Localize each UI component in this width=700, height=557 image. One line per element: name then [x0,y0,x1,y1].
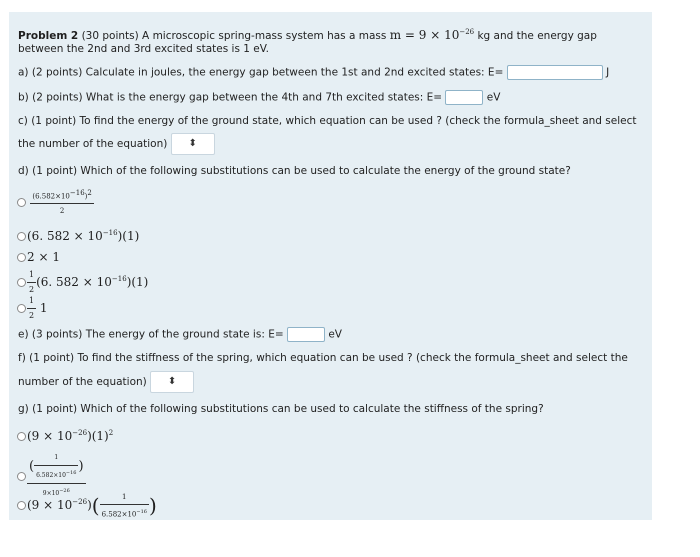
g-option-3-radio[interactable] [17,501,26,510]
d-option-4-radio[interactable] [17,278,26,287]
question-a-text: a) (2 points) Calculate in joules, the energy gap between the 1st and 2nd excited states: E= [18,66,504,79]
d-option-1-denominator: 2 [59,207,65,216]
question-c-line1: c) (1 point) To find the energy of the ground state, which equation can be used ? (check the formula_sheet and select [18,115,637,127]
g3-fraction [100,490,149,521]
d3-text: 2 × 1 [27,250,60,264]
question-f-text: number of the equation) [18,376,147,388]
d1-num-tail: ) [84,192,88,201]
problem-title: Problem 2 [18,30,79,42]
g1-tail: )(1) [87,429,109,443]
g-option-1-radio[interactable] [17,432,26,441]
d-option-2-radio[interactable] [17,232,26,241]
answer-b-unit: eV [486,91,501,104]
g2-inner-den-base: 6.582×10 [36,472,66,479]
intro-text-b: kg and the energy gap [474,30,597,42]
g1-base: (9 × 10 [27,429,73,443]
d5-frac-num: 1 [27,294,36,309]
g2-inner-fraction [34,451,78,483]
problem-intro-line2: between the 2nd and 3rd excited states is 1 eV. [18,43,269,55]
d-option-1-fraction [30,186,94,218]
mass-base: m = 9 × 10 [389,28,460,42]
d4-fraction [27,268,36,297]
g3-base: (9 × 10 [27,498,73,513]
d4-tail: )(1) [126,275,149,289]
equation-select-f[interactable] [150,371,194,393]
question-a [18,65,609,80]
g3-frac-num: 1 [100,490,149,505]
g1-exp: −26 [72,429,88,437]
question-f-line2 [18,371,194,393]
question-b [18,90,500,105]
d1-num-base: (6.582×10 [32,192,70,201]
g3-frac-den [100,505,149,521]
question-e [18,327,342,342]
mass-expression [390,28,474,42]
g3-frac-den-base: 6.582×10 [101,510,137,519]
select-arrows-icon: ⬍ [188,138,197,149]
g3-exp: −26 [72,498,88,507]
mass-exponent: −26 [459,28,475,36]
d-option-4[interactable] [17,268,148,297]
g2-paren-right: ) [78,459,84,474]
d5-tail: 1 [39,301,48,315]
g3-paren-left: ( [91,493,100,518]
question-f-line1: f) (1 point) To find the stiffness of the spring, which equation can be used ? (check the formula_sheet and select the [18,352,628,364]
d5-frac-den: 2 [29,311,35,320]
g-option-2-radio[interactable] [17,472,26,481]
question-e-text: e) (3 points) The energy of the ground state is: E= [18,328,284,341]
g3-paren-right: ) [148,493,157,518]
d4-frac-num: 1 [27,268,36,283]
d-option-2[interactable] [17,226,139,243]
g2-inner-num: 1 [34,451,78,466]
d4-exp: −16 [111,275,127,283]
d2-exp: −16 [102,229,118,237]
d4-base: (6. 582 × 10 [36,275,112,289]
d-option-1-radio[interactable] [17,198,26,207]
answer-a-input[interactable] [507,65,603,80]
answer-b-input[interactable] [445,90,483,105]
g3-frac-den-exp: −16 [136,509,147,515]
d4-frac-den: 2 [29,285,35,294]
g2-paren-left: ( [29,459,35,474]
equation-select-c[interactable] [171,133,215,155]
question-d: d) (1 point) Which of the following substitutions can be used to calculate the energy of the ground state? [18,165,571,177]
d-option-5[interactable] [17,294,48,323]
g-option-1[interactable] [17,426,113,443]
g-option-3[interactable] [17,490,157,521]
select-arrows-icon: ⬍ [167,376,177,387]
g2-numerator [27,451,86,484]
d5-fraction [27,294,36,323]
answer-a-unit: J [606,66,610,79]
d-option-1-numerator [30,186,94,204]
intro-text-a: (30 points) A microscopic spring-mass system has a mass [78,30,390,42]
question-c-text: the number of the equation) [18,138,168,150]
d-option-3[interactable] [17,250,60,264]
d-option-5-radio[interactable] [17,304,26,313]
d1-num-sq: 2 [87,189,92,197]
g1-sq: 2 [108,429,114,437]
question-g: g) (1 point) Which of the following substitutions can be used to calculate the stiffness of the spring? [18,403,544,415]
question-b-text: b) (2 points) What is the energy gap between the 4th and 7th excited states: E= [18,91,443,104]
problem-intro-line1 [18,25,597,43]
question-c-line2 [18,133,215,155]
g2-inner-den-exp: −16 [65,470,77,476]
g2-den-exp: −26 [59,488,70,494]
d-option-1[interactable] [17,186,94,218]
g2-den-base: 9×10 [42,490,60,497]
d1-num-exp: −16 [69,189,85,197]
d2-tail: )(1) [117,229,140,243]
question-card [9,12,652,520]
d2-base: (6. 582 × 10 [27,229,103,243]
g2-inner-den [34,466,78,483]
g3-tail: ) [87,498,92,513]
answer-e-input[interactable] [287,327,325,342]
answer-e-unit: eV [328,328,342,341]
d-option-3-radio[interactable] [17,253,26,262]
